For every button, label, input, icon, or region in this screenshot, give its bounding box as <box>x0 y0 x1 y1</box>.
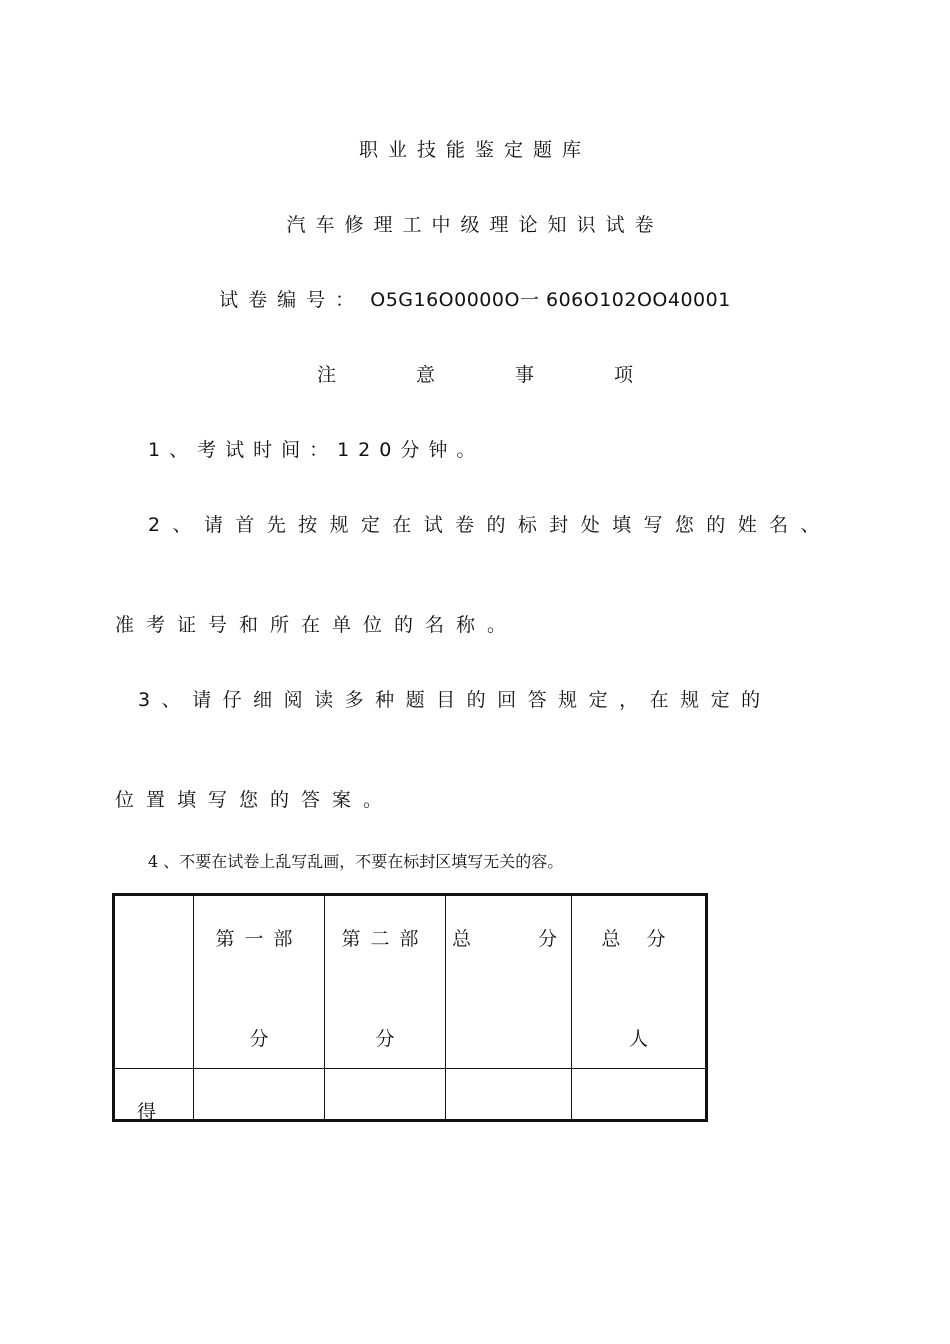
header-total-score-label <box>452 924 557 951</box>
header-part-two-top: 第二部 <box>341 928 429 950</box>
score-part-two-cell[interactable] <box>325 1069 446 1121</box>
notice-item-3-line1: 3、请仔细阅读多种题目的回答规定，在规定的 <box>138 689 772 711</box>
score-table <box>112 893 708 1122</box>
notice-item-2-line1: 2、请首先按规定在试卷的标封处填写您的姓名、 <box>148 514 832 536</box>
paper-code-label: 试卷编号： <box>219 289 365 311</box>
notice-item-4: 4 、不要在试卷上乱写乱画，不要在标封区填写无关的容。 <box>148 852 564 871</box>
header-scorer-top: 总 分 <box>601 928 676 950</box>
header-part-two <box>325 895 446 1069</box>
score-table-header-row <box>114 895 707 1069</box>
score-total-cell[interactable] <box>446 1069 572 1121</box>
header-scorer-bottom: 人 <box>628 1028 648 1050</box>
notice-heading: 注意事项 <box>316 364 713 386</box>
notice-item-2-line2: 准考证号和所在单位的名称。 <box>115 614 519 636</box>
notice-item-3-line2: 位置填写您的答案。 <box>115 789 395 811</box>
header-total-right: 分 <box>537 928 557 950</box>
notice-item-1: 1、考试时间：120分钟。 <box>148 439 485 461</box>
exam-subtitle: 汽车修理工中级理论知识试卷 <box>286 214 664 236</box>
paper-code-value: O5G16O0000O一 606O102OO40001 <box>370 289 731 311</box>
paper-code-line <box>0 288 950 312</box>
header-part-one <box>194 895 325 1069</box>
score-scorer-cell[interactable] <box>572 1069 707 1121</box>
score-part-one-cell[interactable] <box>194 1069 325 1121</box>
header-scorer <box>572 895 707 1069</box>
page-title: 职业技能鉴定题库 <box>358 139 591 161</box>
score-table-score-row <box>114 1069 707 1121</box>
score-row-label-cell <box>114 1069 194 1121</box>
header-part-one-top: 第一部 <box>215 928 303 950</box>
score-row-label: 得 <box>137 1101 157 1123</box>
header-total-left: 总 <box>452 928 472 950</box>
empty-header-cell <box>114 895 194 1069</box>
header-part-one-bottom: 分 <box>249 1028 269 1050</box>
header-total-score <box>446 895 572 1069</box>
header-part-two-bottom: 分 <box>375 1028 395 1050</box>
